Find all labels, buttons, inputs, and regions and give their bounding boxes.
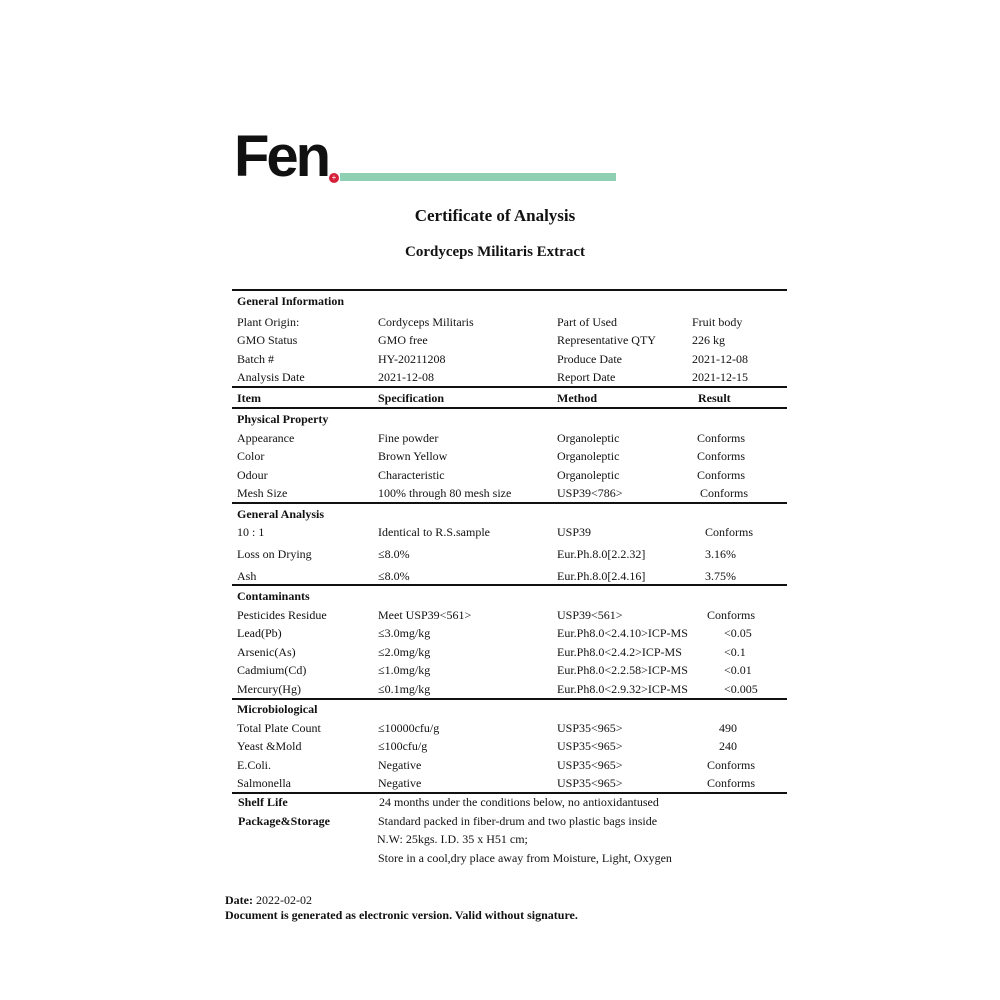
section-rule — [232, 792, 787, 794]
row-method: USP35<965> — [557, 758, 623, 772]
row-item: Ash — [237, 569, 257, 583]
package-storage-line: Standard packed in fiber-drum and two plastic bags inside — [378, 814, 658, 828]
info-value: 2021-12-15 — [692, 370, 748, 384]
section-rule — [232, 407, 787, 409]
row-item: Yeast &Mold — [237, 739, 302, 753]
row-method: Eur.Ph8.0<2.4.10>ICP-MS — [557, 626, 688, 640]
package-storage-label: Package&Storage — [238, 814, 330, 828]
footer-note: Document is generated as electronic version. Valid without signature. — [225, 908, 578, 922]
row-item: Mercury(Hg) — [237, 682, 301, 696]
row-specification: ≤100cfu/g — [378, 739, 428, 753]
column-header-method: Method — [557, 391, 597, 405]
row-result: Conforms — [697, 431, 745, 445]
row-specification: Negative — [378, 776, 422, 790]
section-rule — [232, 584, 787, 586]
document-title: Certificate of Analysis — [414, 206, 576, 225]
logo-plus-icon: + — [329, 173, 339, 183]
section-heading: Physical Property — [237, 412, 329, 426]
logo-text: Fen — [234, 124, 329, 189]
row-result: <0.1 — [724, 645, 746, 659]
footer-date-label: Date: — [225, 893, 253, 907]
row-specification: ≤10000cfu/g — [378, 721, 440, 735]
info-label: Part of Used — [557, 315, 617, 329]
row-method: USP35<965> — [557, 776, 623, 790]
row-result: 3.75% — [705, 569, 736, 583]
shelf-life-value: 24 months under the conditions below, no antioxidantused — [379, 795, 659, 809]
row-result: <0.05 — [724, 626, 752, 640]
info-label: Batch # — [237, 352, 274, 366]
row-specification: 100% through 80 mesh size — [378, 486, 512, 500]
row-specification: ≤8.0% — [378, 547, 410, 561]
info-label: Produce Date — [557, 352, 622, 366]
info-value: 226 kg — [692, 333, 725, 347]
section-heading: General Analysis — [237, 507, 325, 521]
row-item: Arsenic(As) — [237, 645, 296, 659]
info-label: Analysis Date — [237, 370, 305, 384]
row-method: Eur.Ph8.0<2.2.58>ICP-MS — [557, 663, 688, 677]
row-method: Organoleptic — [557, 468, 620, 482]
column-header-result: Result — [698, 391, 731, 405]
row-specification: ≤3.0mg/kg — [378, 626, 431, 640]
row-item: Cadmium(Cd) — [237, 663, 307, 677]
row-result: Conforms — [697, 468, 745, 482]
package-storage-line: Store in a cool,dry place away from Moisture, Light, Oxygen — [378, 851, 672, 865]
footer-date — [225, 893, 312, 907]
row-item: Pesticides Residue — [237, 608, 327, 622]
row-result: 240 — [719, 739, 737, 753]
section-heading: Microbiological — [237, 702, 318, 716]
row-specification: ≤0.1mg/kg — [378, 682, 431, 696]
section-rule — [232, 386, 787, 388]
row-result: Conforms — [697, 449, 745, 463]
info-value: Fruit body — [692, 315, 743, 329]
row-method: Organoleptic — [557, 431, 620, 445]
row-result: Conforms — [707, 758, 755, 772]
row-item: Mesh Size — [237, 486, 288, 500]
row-specification: Brown Yellow — [378, 449, 448, 463]
table-top-rule — [232, 289, 787, 291]
info-value: 2021-12-08 — [692, 352, 748, 366]
logo-accent-bar — [340, 173, 616, 181]
row-method: Eur.Ph.8.0[2.2.32] — [557, 547, 646, 561]
info-label: Plant Origin: — [237, 315, 300, 329]
section-rule — [232, 502, 787, 504]
column-header-item: Item — [237, 391, 261, 405]
row-specification: ≤1.0mg/kg — [378, 663, 431, 677]
row-method: Eur.Ph8.0<2.9.32>ICP-MS — [557, 682, 688, 696]
row-method: USP39<786> — [557, 486, 623, 500]
info-label: Representative QTY — [557, 333, 656, 347]
row-specification: ≤8.0% — [378, 569, 410, 583]
info-label: GMO Status — [237, 333, 298, 347]
row-method: USP39 — [557, 525, 592, 539]
row-method: Organoleptic — [557, 449, 620, 463]
footer-date-value: 2022-02-02 — [255, 893, 312, 907]
row-item: E.Coli. — [237, 758, 272, 772]
row-method: USP35<965> — [557, 739, 623, 753]
shelf-life-label: Shelf Life — [238, 795, 288, 809]
row-specification: Identical to R.S.sample — [378, 525, 490, 539]
product-name: Cordyceps Militaris Extract — [405, 244, 585, 260]
row-item: Lead(Pb) — [237, 626, 282, 640]
row-item: Color — [237, 449, 265, 463]
section-rule — [232, 698, 787, 700]
info-label: Report Date — [557, 370, 616, 384]
row-method: Eur.Ph.8.0[2.4.16] — [557, 569, 646, 583]
row-result: <0.005 — [724, 682, 758, 696]
row-result: Conforms — [707, 608, 755, 622]
row-item: 10 : 1 — [237, 525, 265, 539]
row-specification: Fine powder — [378, 431, 439, 445]
info-value: HY-20211208 — [378, 352, 446, 366]
row-specification: Characteristic — [378, 468, 445, 482]
info-value: Cordyceps Militaris — [378, 315, 474, 329]
row-method: USP35<965> — [557, 721, 623, 735]
row-result: 3.16% — [705, 547, 736, 561]
row-method: Eur.Ph8.0<2.4.2>ICP-MS — [557, 645, 682, 659]
row-result: Conforms — [700, 486, 748, 500]
row-method: USP39<561> — [557, 608, 623, 622]
row-item: Odour — [237, 468, 268, 482]
row-item: Total Plate Count — [237, 721, 321, 735]
info-value: GMO free — [378, 333, 428, 347]
row-result: Conforms — [705, 525, 753, 539]
row-specification: Negative — [378, 758, 422, 772]
package-storage-line: N.W: 25kgs. I.D. 35 x H51 cm; — [377, 832, 528, 846]
row-item: Loss on Drying — [237, 547, 312, 561]
row-item: Appearance — [237, 431, 295, 445]
row-result: Conforms — [707, 776, 755, 790]
section-heading: Contaminants — [237, 589, 310, 603]
row-item: Salmonella — [237, 776, 291, 790]
info-value: 2021-12-08 — [378, 370, 434, 384]
general-information-heading: General Information — [237, 294, 344, 308]
row-specification: Meet USP39<561> — [378, 608, 472, 622]
column-header-specification: Specification — [378, 391, 444, 405]
row-result: <0.01 — [724, 663, 752, 677]
row-specification: ≤2.0mg/kg — [378, 645, 431, 659]
row-result: 490 — [719, 721, 737, 735]
